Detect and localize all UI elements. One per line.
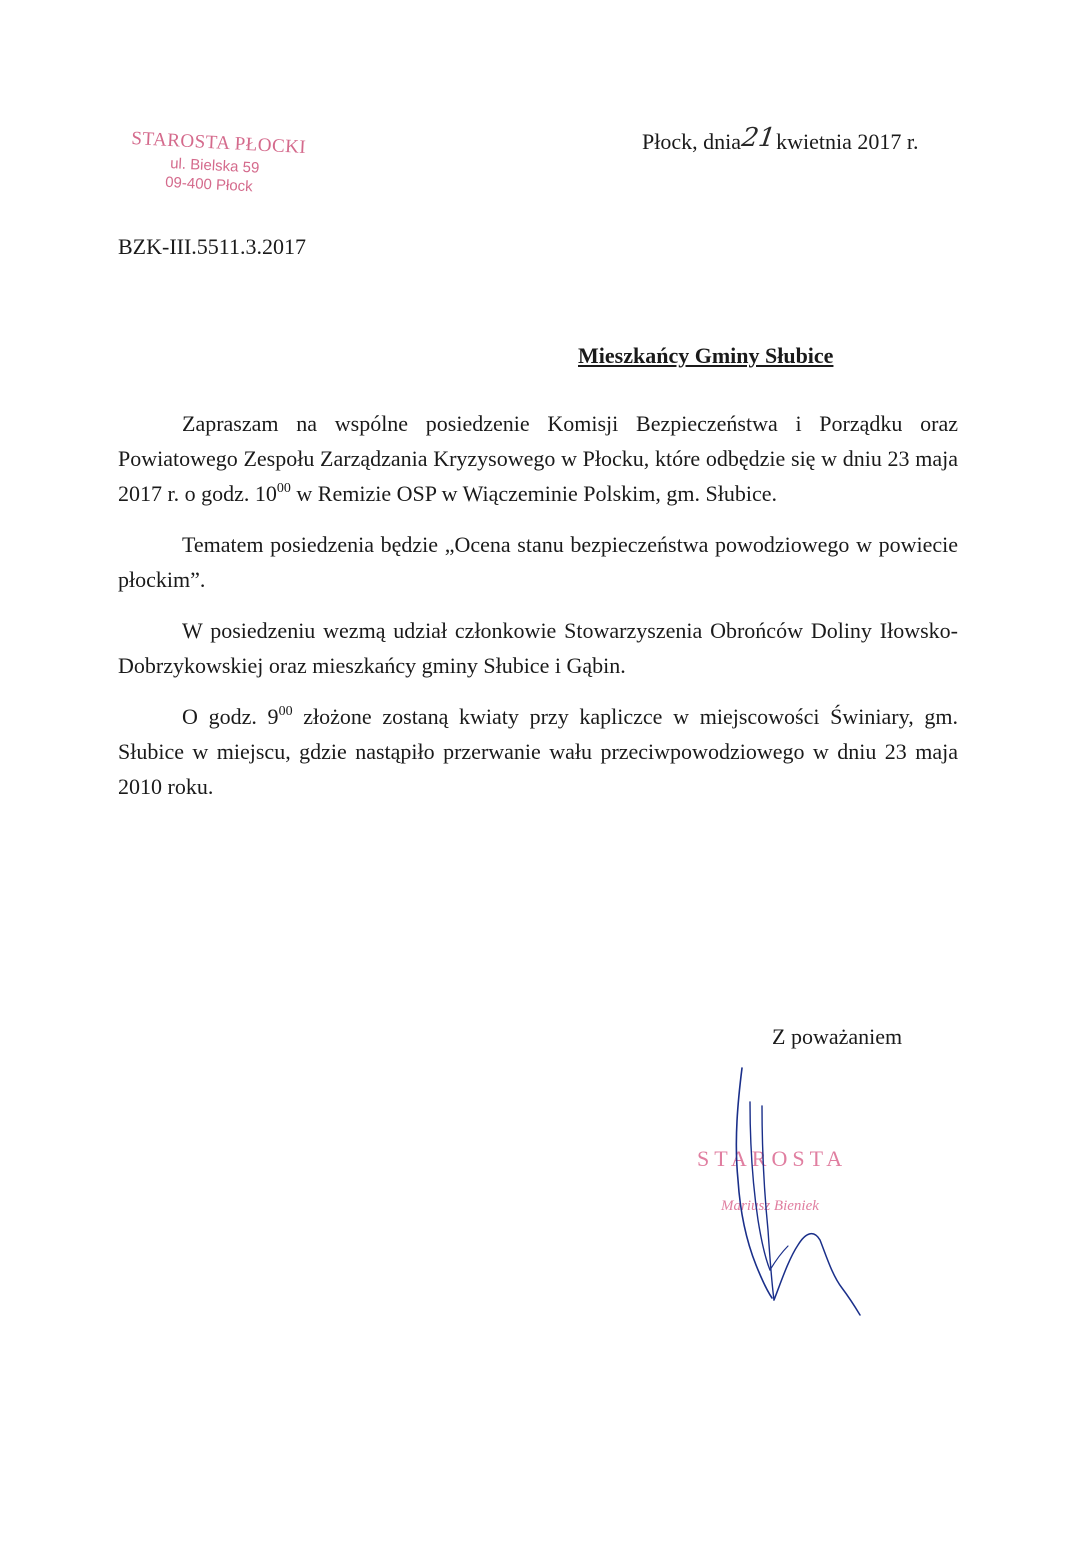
stamp-title: STAROSTA <box>697 1146 848 1171</box>
paragraph-invitation: Zapraszam na wspólne posiedzenie Komisji Bezpieczeństwa i Porządku oraz Powiatowego Zespołu Zarządzania Kryzysowego w Płocku, które odbędzie się w dniu 23 maja 2017 r. o godz. $10^{00}$ w Remizie OSP w Wiączeminie Polskim, gm. Słubice. <box>118 411 958 506</box>
letter-body <box>118 406 958 820</box>
paragraph-participants: W posiedzeniu wezmą udział członkowie Stowarzyszenia Obrońców Doliny Iłowsko-Dobrzykowskiej oraz mieszkańcy gminy Słubice i Gąbin. <box>118 618 958 678</box>
reference-number: BZK-III.5511.3.2017 <box>118 234 306 259</box>
closing-phrase: Z poważaniem <box>772 1024 903 1049</box>
stamp-city: 09-400 Płock <box>164 173 254 196</box>
time-superscript: 00 <box>276 481 291 496</box>
stamp-street: ul. Bielska 59 <box>169 155 260 177</box>
handwritten-day: 21 <box>739 123 778 153</box>
date-prefix: Płock, dnia <box>642 129 741 154</box>
time-superscript: 00 <box>278 704 293 719</box>
paragraph-topic: Tematem posiedzenia będzie „Ocena stanu bezpieczeństwa powodziowego w powiecie płockim”. <box>118 532 958 592</box>
stamp-official-name: Mariusz Bieniek <box>721 1198 819 1214</box>
stamp-office-name: STAROSTA PŁOCKI <box>130 128 307 159</box>
date-suffix: kwietnia 2017 r. <box>776 129 919 154</box>
paragraph-flowers: O godz. $9^{00}$ złożone zostaną kwiaty przy kapliczce w miejscowości Świniary, gm. Słubice w miejscu, gdzie nastąpiło przerwanie wału przeciwpowodziowego w dniu 23 maja 2010 roku. <box>118 704 959 799</box>
handwritten-signature <box>720 1060 880 1330</box>
addressee: Mieszkańcy Gminy Słubice <box>578 343 834 368</box>
office-stamp <box>128 128 342 219</box>
place-and-date <box>642 123 919 156</box>
